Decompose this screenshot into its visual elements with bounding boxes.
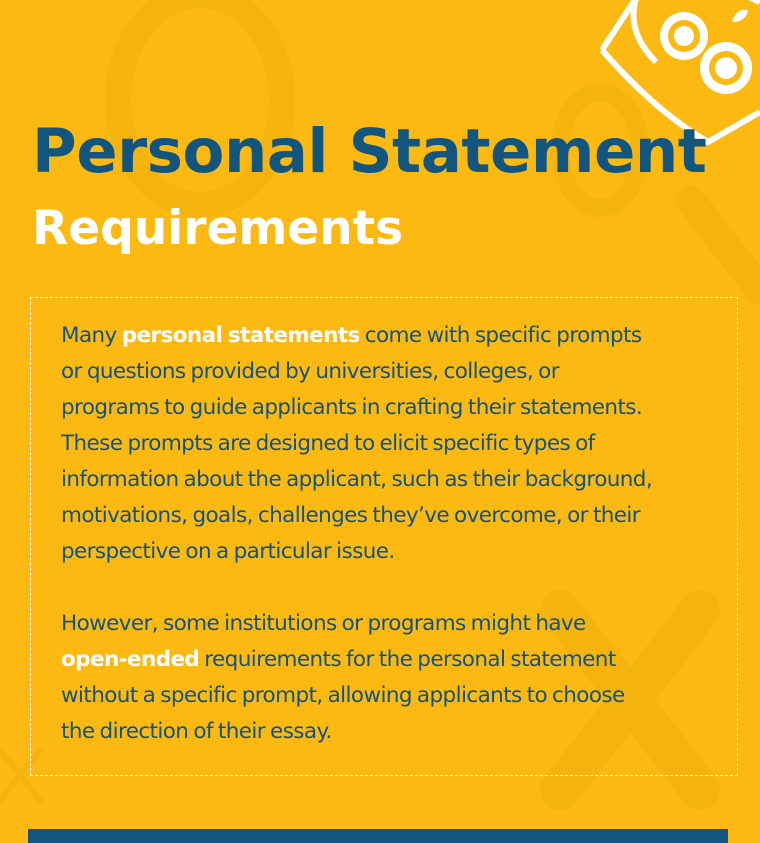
paragraph-2-line-4: the direction of their essay.: [61, 719, 332, 744]
paragraph-2-line-3: without a specific prompt, allowing applicants to choose: [61, 683, 625, 708]
paragraph-1: [61, 318, 737, 570]
content-box: [30, 297, 738, 776]
bottom-bar: [28, 829, 728, 843]
highlight-personal-statements: personal statements: [121, 323, 360, 348]
paragraph-1-line-1: [61, 318, 737, 354]
paragraph-1-line-2: or questions provided by universities, colleges, or: [61, 359, 559, 384]
paragraph-1-line-3: programs to guide applicants in crafting their statements.: [61, 395, 643, 420]
text-segment: requirements for the personal statement: [199, 647, 616, 672]
paragraph-1-line-5: information about the applicant, such as their background,: [61, 467, 653, 492]
paragraph-2-line-1: However, some institutions or programs might have: [61, 611, 586, 636]
paragraph-1-line-4: These prompts are designed to elicit specific types of: [61, 431, 595, 456]
paragraph-1-line-7: perspective on a particular issue.: [61, 539, 395, 564]
text-segment: come with specific prompts: [359, 323, 642, 348]
highlight-open-ended: open-ended: [61, 647, 200, 672]
paragraph-2: [61, 606, 737, 750]
text-segment: Many: [61, 323, 122, 348]
page-title: Personal Statement: [32, 116, 707, 187]
paragraph-1-line-6: motivations, goals, challenges they’ve overcome, or their: [61, 503, 641, 528]
page-subtitle: Requirements: [32, 201, 404, 256]
paragraph-2-line-2: [61, 642, 737, 678]
